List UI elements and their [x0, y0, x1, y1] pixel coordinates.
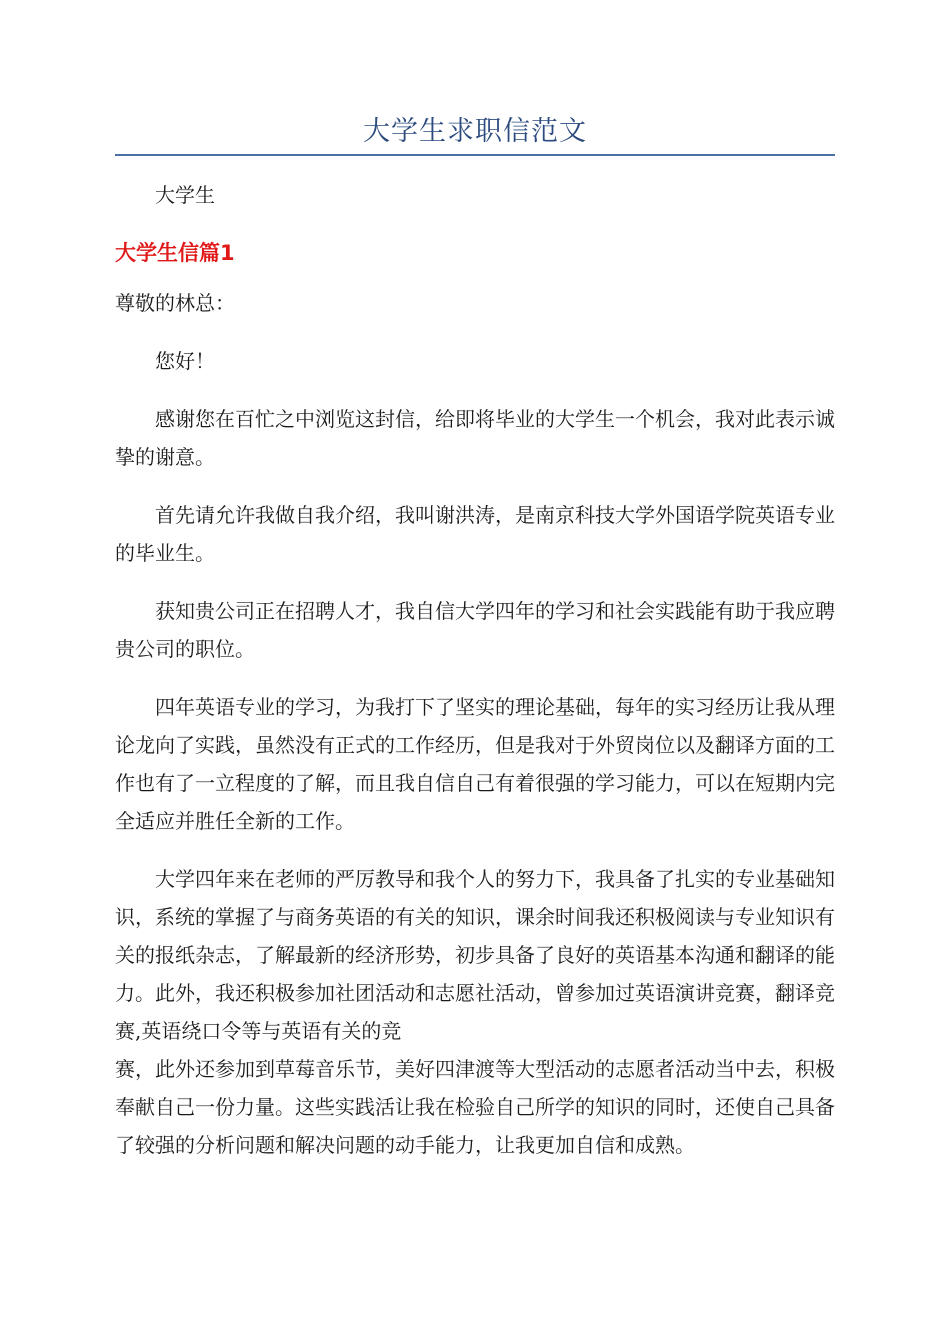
paragraph: 四年英语专业的学习，为我打下了坚实的理论基础，每年的实习经历让我从理论龙向了实践，虽然没有正式的工作经历，但是我对于外贸岗位以及翻译方面的工作也有了一立程度的了解，而且我自信自己有着很强的学习能力，可以在短期内完全适应并胜任全新的工作。 [115, 695, 835, 833]
document-title: 大学生求职信范文 [363, 116, 587, 147]
title-underline [115, 154, 835, 156]
paragraph: 感谢您在百忙之中浏览这封信，给即将毕业的大学生一个机会，我对此表示诚挚的谢意。 [115, 407, 835, 469]
paragraph [115, 860, 835, 1164]
section-heading: 大学生信篇1 [115, 241, 235, 265]
paragraph: 获知贵公司正在招聘人才，我自信大学四年的学习和社会实践能有助于我应聘贵公司的职位。 [115, 599, 835, 661]
salutation: 尊敬的林总： [115, 291, 235, 315]
subtitle: 大学生 [155, 183, 215, 207]
greeting: 您好！ [155, 349, 215, 373]
document-body [115, 176, 835, 1184]
paragraph-part: 赛，此外还参加到草莓音乐节，美好四津渡等大型活动的志愿者活动当中去，积极奉献自己一份力量。这些实践活让我在检验自己所学的知识的同时，还使自己具备了较强的分析问题和解决问题的动手能力，让我更加自信和成熟。 [115, 1057, 835, 1157]
paragraph-part: 大学四年来在老师的严厉教导和我个人的努力下，我具备了扎实的专业基础知识，系统的掌握了与商务英语的有关的知识，课余时间我还积极阅读与专业知识有关的报纸杂志，了解最新的经济形势，初步具备了良好的英语基本沟通和翻译的能力。此外，我还积极参加社团活动和志愿社活动，曾参加过英语演讲竞赛，翻译竞赛,英语绕口令等与英语有关的竞 [115, 867, 835, 1043]
paragraph: 首先请允许我做自我介绍，我叫谢洪涛，是南京科技大学外国语学院英语专业的毕业生。 [115, 503, 835, 565]
